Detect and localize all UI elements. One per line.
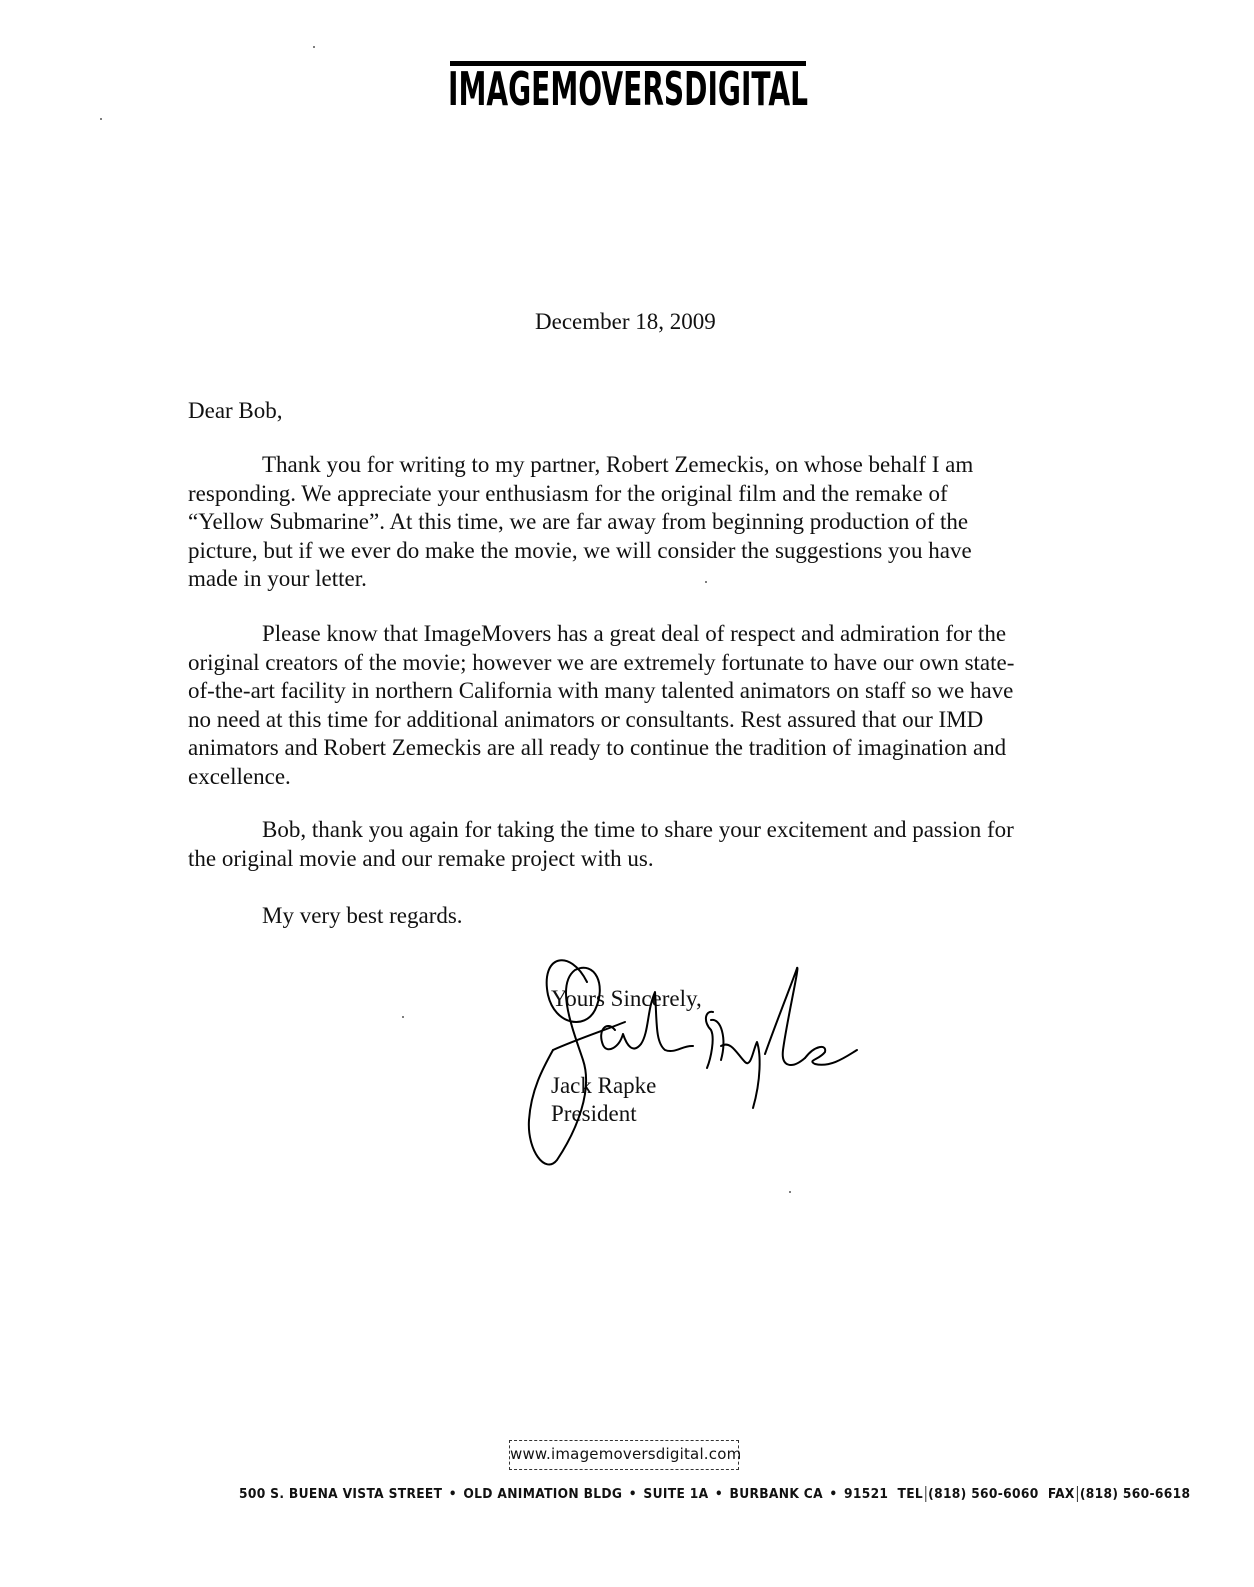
address-separator: • xyxy=(714,1487,724,1502)
closing: My very best regards. xyxy=(262,903,463,928)
paragraph-1 xyxy=(188,451,1068,594)
signer-name: Jack Rapke xyxy=(551,1072,657,1098)
website-box xyxy=(509,1440,742,1470)
paragraph-line: Please know that ImageMovers has a great deal of respect and admiration for the xyxy=(262,621,1007,646)
paragraph-line: Bob, thank you again for taking the time to share your excitement and passion for xyxy=(262,817,1014,842)
website-text: www.imagemoversdigital.com xyxy=(510,1445,742,1463)
salutation: Dear Bob, xyxy=(188,398,283,423)
tel-number: (818) 560-6060 xyxy=(928,1487,1039,1502)
tel-label: TEL xyxy=(897,1487,924,1502)
scan-speck xyxy=(402,1016,404,1018)
paragraph-line: picture, but if we ever do make the movie, we will consider the suggestions you have xyxy=(188,537,972,563)
divider xyxy=(925,1486,926,1502)
signer-title: President xyxy=(551,1101,637,1126)
scan-speck xyxy=(313,46,315,48)
address-street: 500 S. BUENA VISTA STREET xyxy=(239,1487,443,1502)
paragraph-line: excellence. xyxy=(188,763,291,789)
logo-mark xyxy=(448,55,818,116)
fax-label: FAX xyxy=(1047,1487,1075,1502)
paragraph-line: made in your letter. xyxy=(188,566,367,591)
company-address xyxy=(239,1486,1191,1502)
paragraph-line: responding. We appreciate your enthusiasm for the original film and the remake of xyxy=(188,480,948,506)
scan-speck xyxy=(705,581,707,583)
divider xyxy=(1077,1486,1078,1502)
address-zip: 91521 xyxy=(843,1487,889,1502)
sign-off: Yours Sincerely, xyxy=(551,986,702,1011)
address-separator: • xyxy=(448,1487,457,1502)
paragraph-line: Thank you for writing to my partner, Robert Zemeckis, on whose behalf I am xyxy=(262,452,974,477)
paragraph-line: original creators of the movie; however we are extremely fortunate to have our own state- xyxy=(188,649,1015,675)
address-suite: SUITE 1A xyxy=(643,1487,709,1502)
paragraph-line: the original movie and our remake project with us. xyxy=(188,845,654,871)
address-building: OLD ANIMATION BLDG xyxy=(463,1487,623,1502)
address-separator: • xyxy=(628,1487,637,1502)
handwritten-signature xyxy=(515,950,875,1170)
scan-speck xyxy=(789,1191,791,1193)
logo-text: IMAGEMOVERSDIGITAL xyxy=(448,62,808,116)
company-logo xyxy=(448,55,818,116)
paragraph-line: of-the-art facility in northern California with many talented animators on staff so we have xyxy=(188,678,1014,703)
paragraph-line: animators and Robert Zemeckis are all ready to continue the tradition of imagination and xyxy=(188,735,1007,760)
address-city: BURBANK CA xyxy=(729,1487,823,1502)
scan-speck xyxy=(100,118,102,120)
address-separator: • xyxy=(829,1487,838,1502)
paragraph-2 xyxy=(188,620,1068,791)
paragraph-line: “Yellow Submarine”. At this time, we are far away from beginning production of the xyxy=(188,509,969,534)
fax-number: (818) 560-6618 xyxy=(1079,1487,1191,1502)
paragraph-3 xyxy=(188,816,1068,873)
paragraph-line: no need at this time for additional animators or consultants. Rest assured that our IMD xyxy=(188,706,984,732)
letter-date: December 18, 2009 xyxy=(535,309,716,334)
